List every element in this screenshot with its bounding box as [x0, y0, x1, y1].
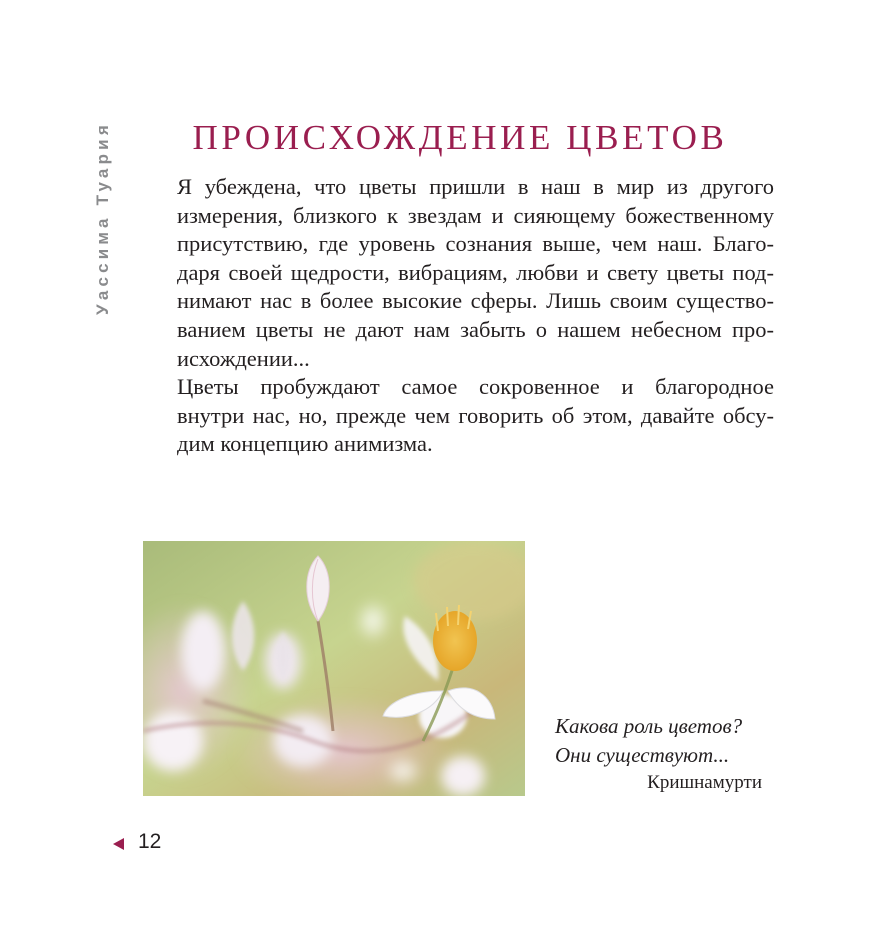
- epigraph-line: Какова роль цветов?: [555, 714, 743, 738]
- page-number: 12: [138, 830, 162, 853]
- body-text: [146, 173, 774, 459]
- flower-photo: [143, 541, 525, 796]
- running-head-author: [86, 118, 120, 318]
- paragraph-1: [146, 173, 774, 373]
- text-line: внутри нас, но, прежде чем говорить об этом, давайте обсу-: [177, 402, 774, 428]
- text-line: присутствию, где уровень сознания выше, чем наш. Благо-: [177, 231, 774, 257]
- text-line: даря своей щедрости, вибрациям, любви и свету цветы под-: [177, 259, 774, 285]
- author-name-vertical: Уассима Туария: [93, 121, 112, 315]
- paragraph-2: [146, 373, 774, 459]
- epigraph-author: Кришнамурти: [647, 772, 762, 793]
- epigraph-line: Они существуют...: [555, 743, 730, 767]
- text-line: нимают нас в более высокие сферы. Лишь своим существо-: [177, 288, 774, 314]
- epigraph: [555, 712, 770, 770]
- text-line: исхождении...: [177, 345, 310, 371]
- text-line: Цветы пробуждают самое сокровенное и благородное: [177, 374, 774, 400]
- text-line: измерения, близкого к звездам и сияющему божественному: [177, 202, 774, 228]
- page-arrow-icon: [113, 838, 124, 850]
- flower-illustration: [143, 541, 525, 796]
- text-line: Я убеждена, что цветы пришли в наш в мир из другого: [177, 174, 774, 199]
- text-line: ванием цветы не дают нам забыть о нашем небесном про-: [177, 316, 774, 342]
- text-line: дим концепцию анимизма.: [177, 431, 433, 457]
- chapter-title: ПРОИСХОЖДЕНИЕ ЦВЕТОВ: [192, 118, 728, 157]
